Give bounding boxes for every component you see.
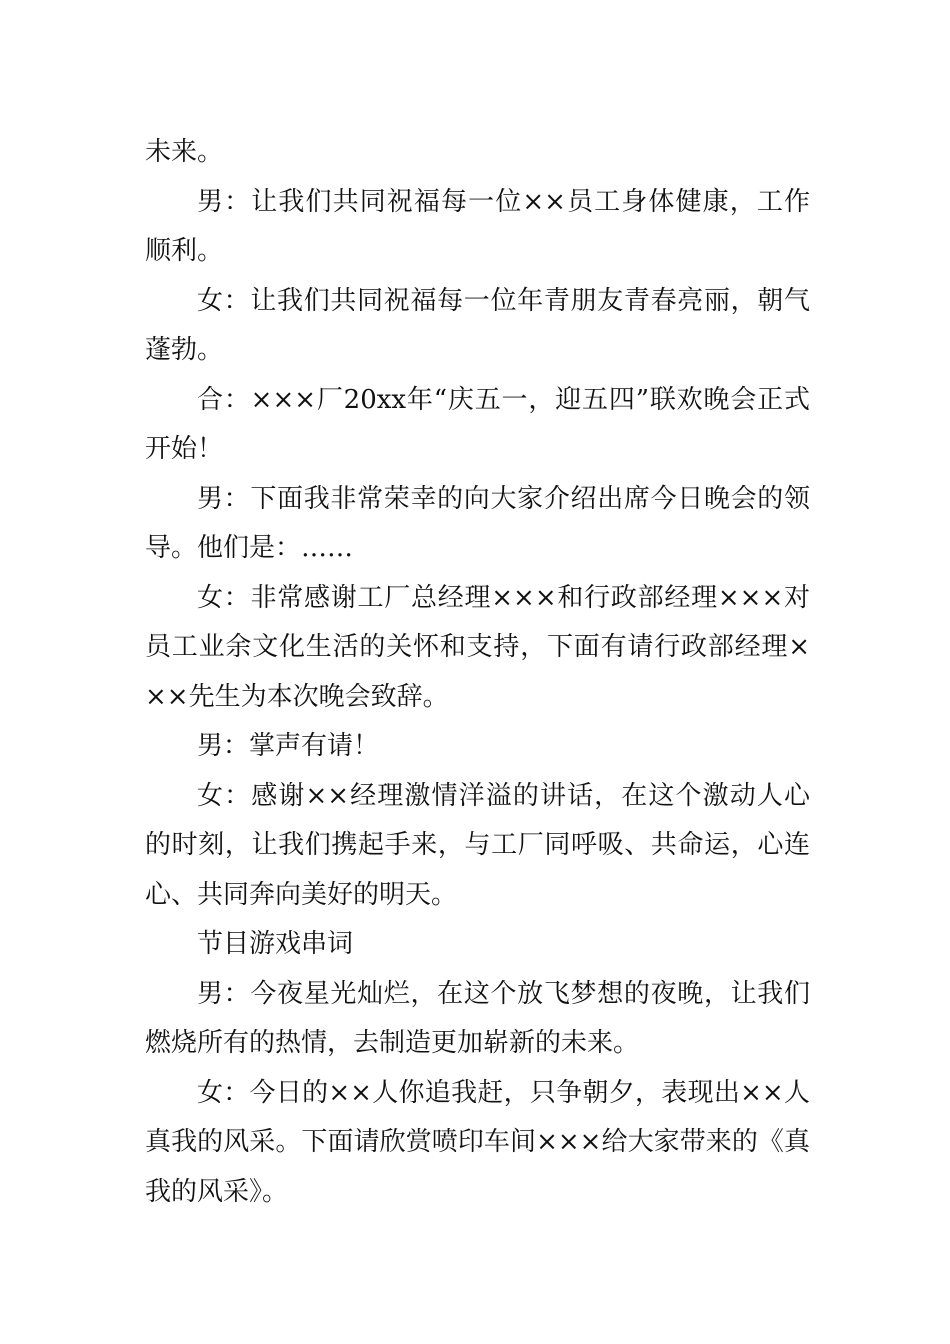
paragraph-male-introduce-leaders: 男：下面我非常荣幸的向大家介绍出席今日晚会的领导。他们是：……: [145, 483, 810, 563]
paragraph-male-starry-night: 男：今夜星光灿烂，在这个放飞梦想的夜晚，让我们燃烧所有的热情，去制造更加崭新的未来。: [145, 978, 810, 1058]
section-heading-program-script: 节目游戏串词: [197, 929, 354, 959]
paragraph-together-opening: 合：×××厂20xx年“庆五一，迎五四”联欢晚会正式开始！: [145, 384, 810, 464]
paragraph-continuation: 未来。: [145, 137, 224, 167]
paragraph-male-applause: 男：掌声有请！: [197, 731, 380, 761]
paragraph-female-blessing: 女：让我们共同祝福每一位年青朋友青春亮丽，朝气蓬勃。: [145, 285, 810, 365]
paragraph-male-blessing: 男：让我们共同祝福每一位××员工身体健康，工作顺利。: [145, 186, 810, 266]
paragraph-female-thanks: 女：非常感谢工厂总经理×××和行政部经理×××对员工业余文化生活的关怀和支持，下面有请行政部经理×××先生为本次晚会致辞。: [145, 582, 810, 712]
paragraph-female-speech-thanks: 女：感谢××经理激情洋溢的讲话，在这个激动人心的时刻，让我们携起手来，与工厂同呼吸、共命运，心连心、共同奔向美好的明天。: [145, 780, 810, 910]
document-page: [145, 128, 810, 1217]
paragraph-female-program-intro: 女：今日的××人你追我赶，只争朝夕，表现出××人真我的风采。下面请欣赏喷印车间×××给大家带来的《真我的风采》。: [145, 1077, 810, 1207]
